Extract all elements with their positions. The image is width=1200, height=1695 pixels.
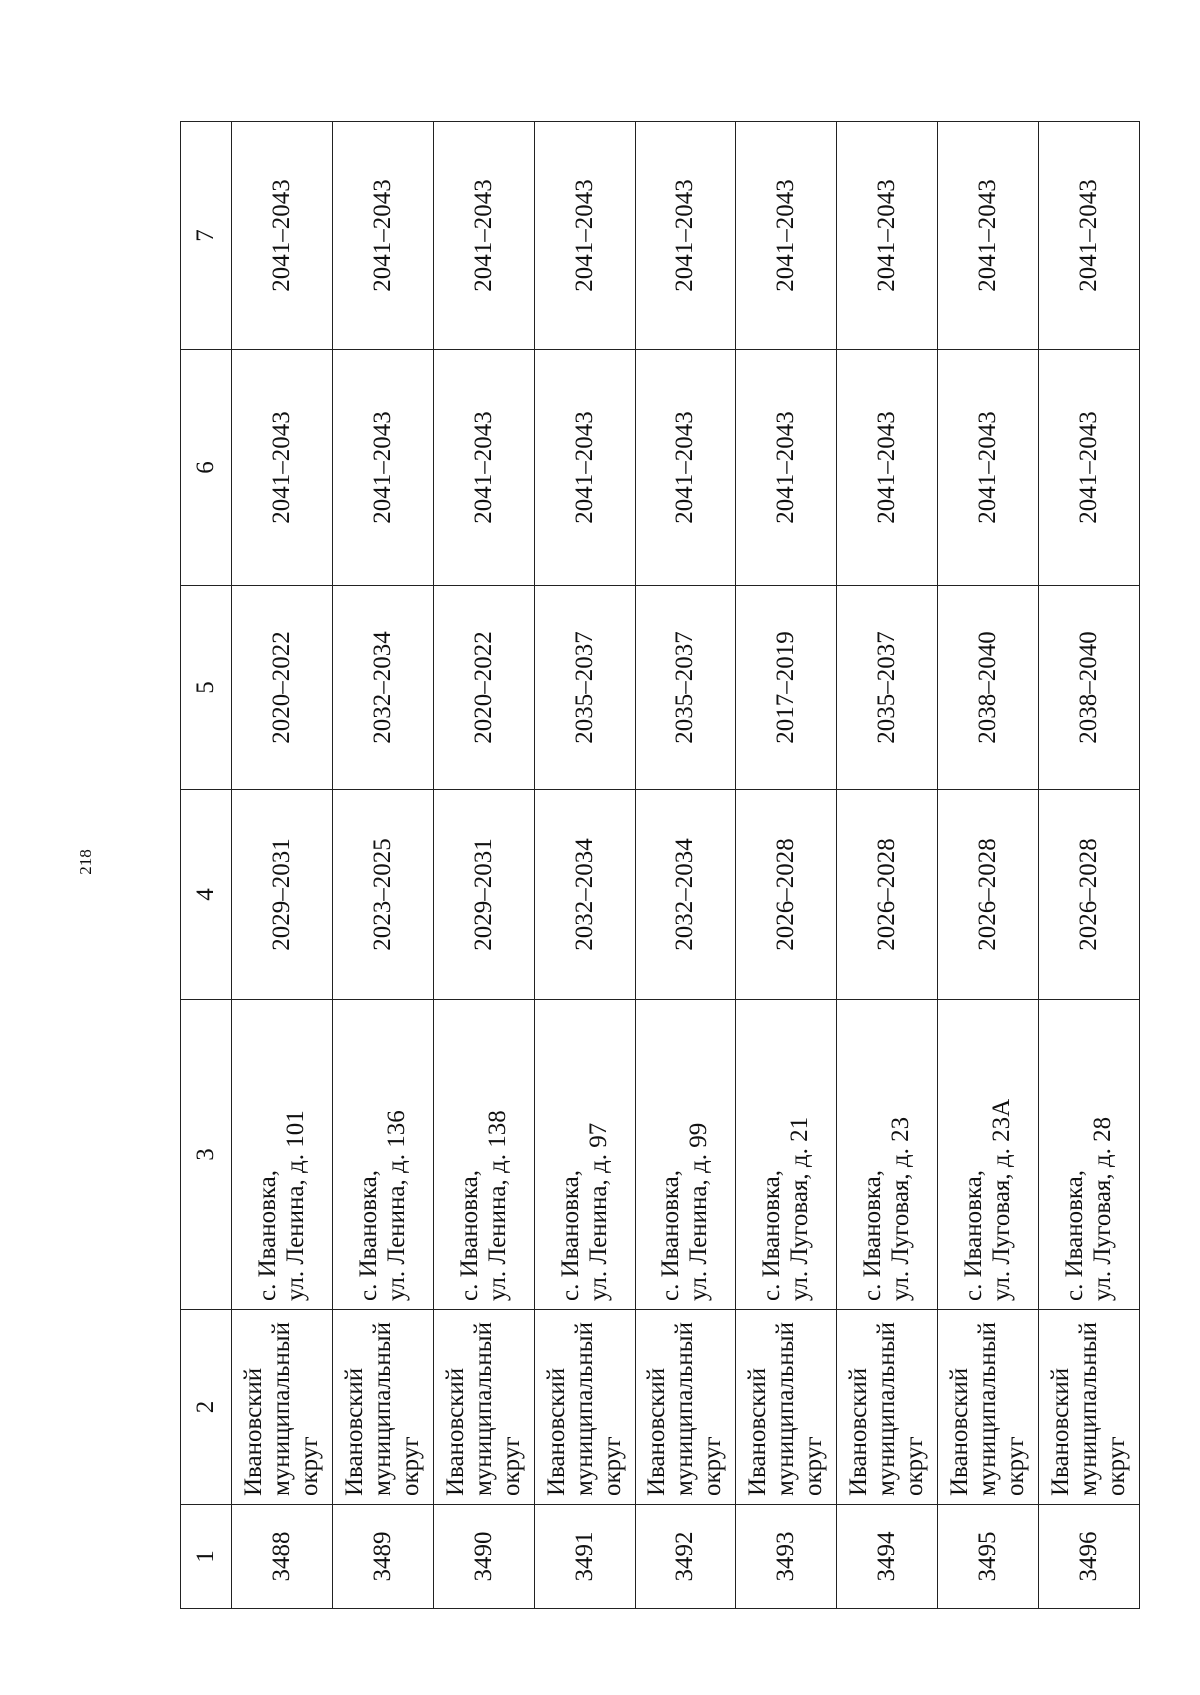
district-line: Ивановский <box>441 1367 469 1496</box>
period-col4: 2026–2028 <box>837 790 938 1000</box>
period-col5: 2035–2037 <box>635 586 736 790</box>
period-col6: 2041–2043 <box>736 350 837 586</box>
row-id: 3492 <box>635 1505 736 1609</box>
address-line: ул. Ленина, д. 101 <box>281 1110 309 1301</box>
address-line: ул. Ленина, д. 138 <box>483 1110 511 1301</box>
period-col5: 2017–2019 <box>736 586 837 790</box>
period-col4: 2023–2025 <box>332 790 433 1000</box>
address-line: с. Ивановка, <box>960 1169 988 1301</box>
address-cell <box>938 1000 1039 1310</box>
period-col7: 2041–2043 <box>433 122 534 350</box>
header-row <box>181 122 232 1609</box>
district-line: округ <box>1002 1436 1030 1496</box>
period-col7: 2041–2043 <box>635 122 736 350</box>
district-line: муниципальный <box>469 1322 497 1496</box>
row-id: 3490 <box>433 1505 534 1609</box>
header-cell-2: 2 <box>181 1310 232 1505</box>
district-line: округ <box>1103 1436 1130 1496</box>
period-col5: 2032–2034 <box>332 586 433 790</box>
row-id: 3494 <box>837 1505 938 1609</box>
district-cell <box>635 1310 736 1505</box>
table-row <box>232 122 333 1609</box>
row-id: 3491 <box>534 1505 635 1609</box>
district-line: округ <box>699 1436 727 1496</box>
table-row <box>534 122 635 1609</box>
district-line: муниципальный <box>570 1322 598 1496</box>
period-col5: 2035–2037 <box>534 586 635 790</box>
period-col5: 2020–2022 <box>433 586 534 790</box>
district-line: Ивановский <box>946 1367 974 1496</box>
district-line: округ <box>396 1436 424 1496</box>
address-line: ул. Луговая, д. 23А <box>988 1098 1016 1301</box>
district-cell <box>938 1310 1039 1505</box>
period-col4: 2032–2034 <box>635 790 736 1000</box>
page-number: 218 <box>76 849 95 875</box>
district-line: Ивановский <box>1047 1367 1074 1496</box>
address-cell <box>232 1000 333 1310</box>
district-line: муниципальный <box>267 1322 295 1496</box>
header-cell-7: 7 <box>181 122 232 350</box>
address-line: ул. Луговая, д. 23 <box>887 1116 915 1301</box>
district-cell <box>1039 1310 1140 1505</box>
period-col5: 2020–2022 <box>232 586 333 790</box>
row-id: 3493 <box>736 1505 837 1609</box>
address-line: с. Ивановка, <box>859 1169 887 1301</box>
table-row <box>736 122 837 1609</box>
district-line: округ <box>800 1436 828 1496</box>
district-line: муниципальный <box>368 1322 396 1496</box>
district-cell <box>534 1310 635 1505</box>
table-row <box>938 122 1039 1609</box>
address-line: с. Ивановка, <box>354 1169 382 1301</box>
period-col6: 2041–2043 <box>938 350 1039 586</box>
period-col6: 2041–2043 <box>1039 350 1140 586</box>
district-line: муниципальный <box>873 1322 901 1496</box>
period-col6: 2041–2043 <box>232 350 333 586</box>
address-cell <box>1039 1000 1140 1310</box>
row-id: 3488 <box>232 1505 333 1609</box>
period-col7: 2041–2043 <box>1039 122 1140 350</box>
address-cell <box>736 1000 837 1310</box>
period-col7: 2041–2043 <box>938 122 1039 350</box>
district-line: Ивановский <box>744 1367 772 1496</box>
district-cell <box>736 1310 837 1505</box>
address-cell <box>837 1000 938 1310</box>
table-row <box>837 122 938 1609</box>
period-col4: 2029–2031 <box>232 790 333 1000</box>
period-col5: 2035–2037 <box>837 586 938 790</box>
district-cell <box>232 1310 333 1505</box>
address-line: ул. Ленина, д. 97 <box>584 1122 612 1301</box>
period-col5: 2038–2040 <box>938 586 1039 790</box>
district-line: Ивановский <box>340 1367 368 1496</box>
period-col6: 2041–2043 <box>635 350 736 586</box>
district-cell <box>332 1310 433 1505</box>
district-cell <box>433 1310 534 1505</box>
district-cell <box>837 1310 938 1505</box>
district-line: округ <box>295 1436 323 1496</box>
address-line: ул. Ленина, д. 136 <box>382 1110 410 1301</box>
district-line: округ <box>598 1436 626 1496</box>
address-cell <box>332 1000 433 1310</box>
address-line: с. Ивановка, <box>455 1169 483 1301</box>
header-cell-6: 6 <box>181 350 232 586</box>
period-col7: 2041–2043 <box>232 122 333 350</box>
header-cell-1: 1 <box>181 1505 232 1609</box>
period-col6: 2041–2043 <box>837 350 938 586</box>
rotated-table-container <box>180 122 1140 1609</box>
district-line: округ <box>901 1436 929 1496</box>
address-cell <box>635 1000 736 1310</box>
district-line: муниципальный <box>974 1322 1002 1496</box>
district-line: Ивановский <box>845 1367 873 1496</box>
table-row <box>635 122 736 1609</box>
district-line: Ивановский <box>239 1367 267 1496</box>
district-line: муниципальный <box>1075 1322 1102 1496</box>
address-line: с. Ивановка, <box>253 1169 281 1301</box>
period-col7: 2041–2043 <box>837 122 938 350</box>
district-line: муниципальный <box>772 1322 800 1496</box>
period-col7: 2041–2043 <box>332 122 433 350</box>
period-col4: 2029–2031 <box>433 790 534 1000</box>
table-row <box>332 122 433 1609</box>
district-line: округ <box>497 1436 525 1496</box>
schedule-table <box>180 121 1140 1609</box>
district-line: муниципальный <box>671 1322 699 1496</box>
header-cell-5: 5 <box>181 586 232 790</box>
period-col7: 2041–2043 <box>534 122 635 350</box>
district-line: Ивановский <box>542 1367 570 1496</box>
address-line: ул. Луговая, д. 21 <box>786 1116 814 1301</box>
row-id: 3495 <box>938 1505 1039 1609</box>
table-row <box>433 122 534 1609</box>
header-cell-4: 4 <box>181 790 232 1000</box>
period-col4: 2026–2028 <box>736 790 837 1000</box>
address-line: с. Ивановка, <box>657 1169 685 1301</box>
period-col7: 2041–2043 <box>736 122 837 350</box>
address-line: с. Ивановка, <box>1061 1169 1088 1301</box>
period-col4: 2026–2028 <box>1039 790 1140 1000</box>
district-line: Ивановский <box>643 1367 671 1496</box>
period-col4: 2026–2028 <box>938 790 1039 1000</box>
period-col6: 2041–2043 <box>332 350 433 586</box>
address-line: ул. Ленина, д. 99 <box>685 1122 713 1301</box>
row-id: 3496 <box>1039 1505 1140 1609</box>
period-col4: 2032–2034 <box>534 790 635 1000</box>
header-cell-3: 3 <box>181 1000 232 1310</box>
address-line: с. Ивановка, <box>758 1169 786 1301</box>
address-line: ул. Луговая, д. 28 <box>1089 1116 1116 1301</box>
row-id: 3489 <box>332 1505 433 1609</box>
period-col6: 2041–2043 <box>433 350 534 586</box>
table-row <box>1039 122 1140 1609</box>
address-cell <box>433 1000 534 1310</box>
period-col6: 2041–2043 <box>534 350 635 586</box>
address-line: с. Ивановка, <box>556 1169 584 1301</box>
address-cell <box>534 1000 635 1310</box>
period-col5: 2038–2040 <box>1039 586 1140 790</box>
